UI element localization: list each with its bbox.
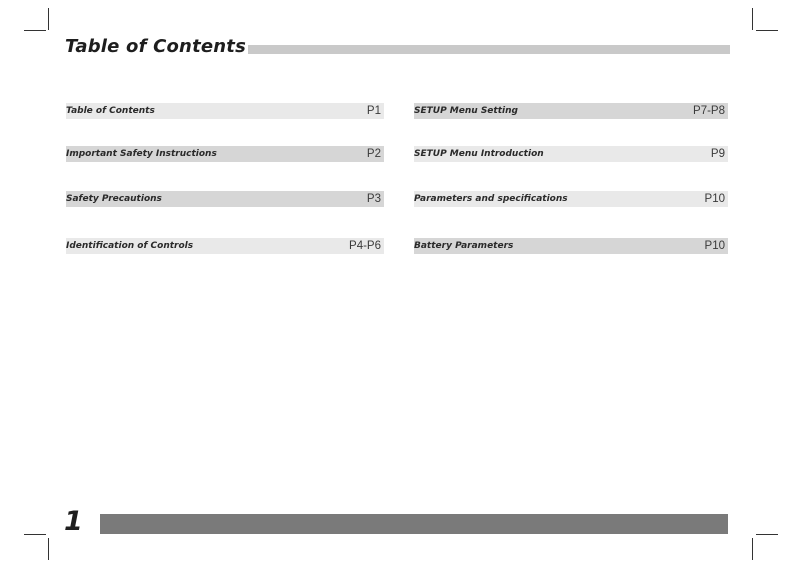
toc-entry bbox=[66, 103, 384, 119]
page-number: 1 bbox=[64, 506, 83, 537]
crop-mark bbox=[48, 538, 49, 560]
toc-entry bbox=[414, 238, 728, 254]
crop-mark bbox=[752, 8, 753, 30]
toc-entry bbox=[66, 191, 384, 207]
toc-entry-label: Parameters and specifications bbox=[414, 194, 568, 204]
crop-mark bbox=[24, 534, 46, 535]
toc-entry-label: Safety Precautions bbox=[66, 194, 162, 204]
crop-mark bbox=[752, 538, 753, 560]
toc-entry-label: Table of Contents bbox=[66, 106, 155, 116]
crop-mark bbox=[756, 30, 778, 31]
toc-entry-page: P1 bbox=[366, 105, 381, 117]
crop-mark bbox=[48, 8, 49, 30]
crop-mark bbox=[756, 534, 778, 535]
toc-entry-label: Battery Parameters bbox=[414, 241, 514, 251]
toc-entry-page: P3 bbox=[366, 193, 381, 205]
toc-entry bbox=[66, 238, 384, 254]
crop-mark bbox=[24, 30, 46, 31]
toc-entry bbox=[414, 146, 728, 162]
toc-entry-page: P9 bbox=[710, 148, 725, 160]
toc-entry bbox=[66, 146, 384, 162]
toc-entry-page: P2 bbox=[366, 148, 381, 160]
toc-entry-page: P10 bbox=[704, 240, 725, 252]
footer-bar bbox=[100, 514, 728, 534]
toc-entry-label: Identification of Controls bbox=[66, 241, 194, 251]
toc-entry-label: Important Safety Instructions bbox=[66, 149, 217, 159]
page-title: Table of Contents bbox=[65, 36, 247, 57]
toc-entry-label: SETUP Menu Introduction bbox=[414, 149, 544, 159]
toc-entry bbox=[414, 191, 728, 207]
toc-entry bbox=[414, 103, 728, 119]
toc-entry-page: P4-P6 bbox=[349, 240, 381, 252]
toc-entry-label: SETUP Menu Setting bbox=[414, 106, 518, 116]
toc-entry-page: P10 bbox=[704, 193, 725, 205]
toc-entry-page: P7-P8 bbox=[693, 105, 725, 117]
